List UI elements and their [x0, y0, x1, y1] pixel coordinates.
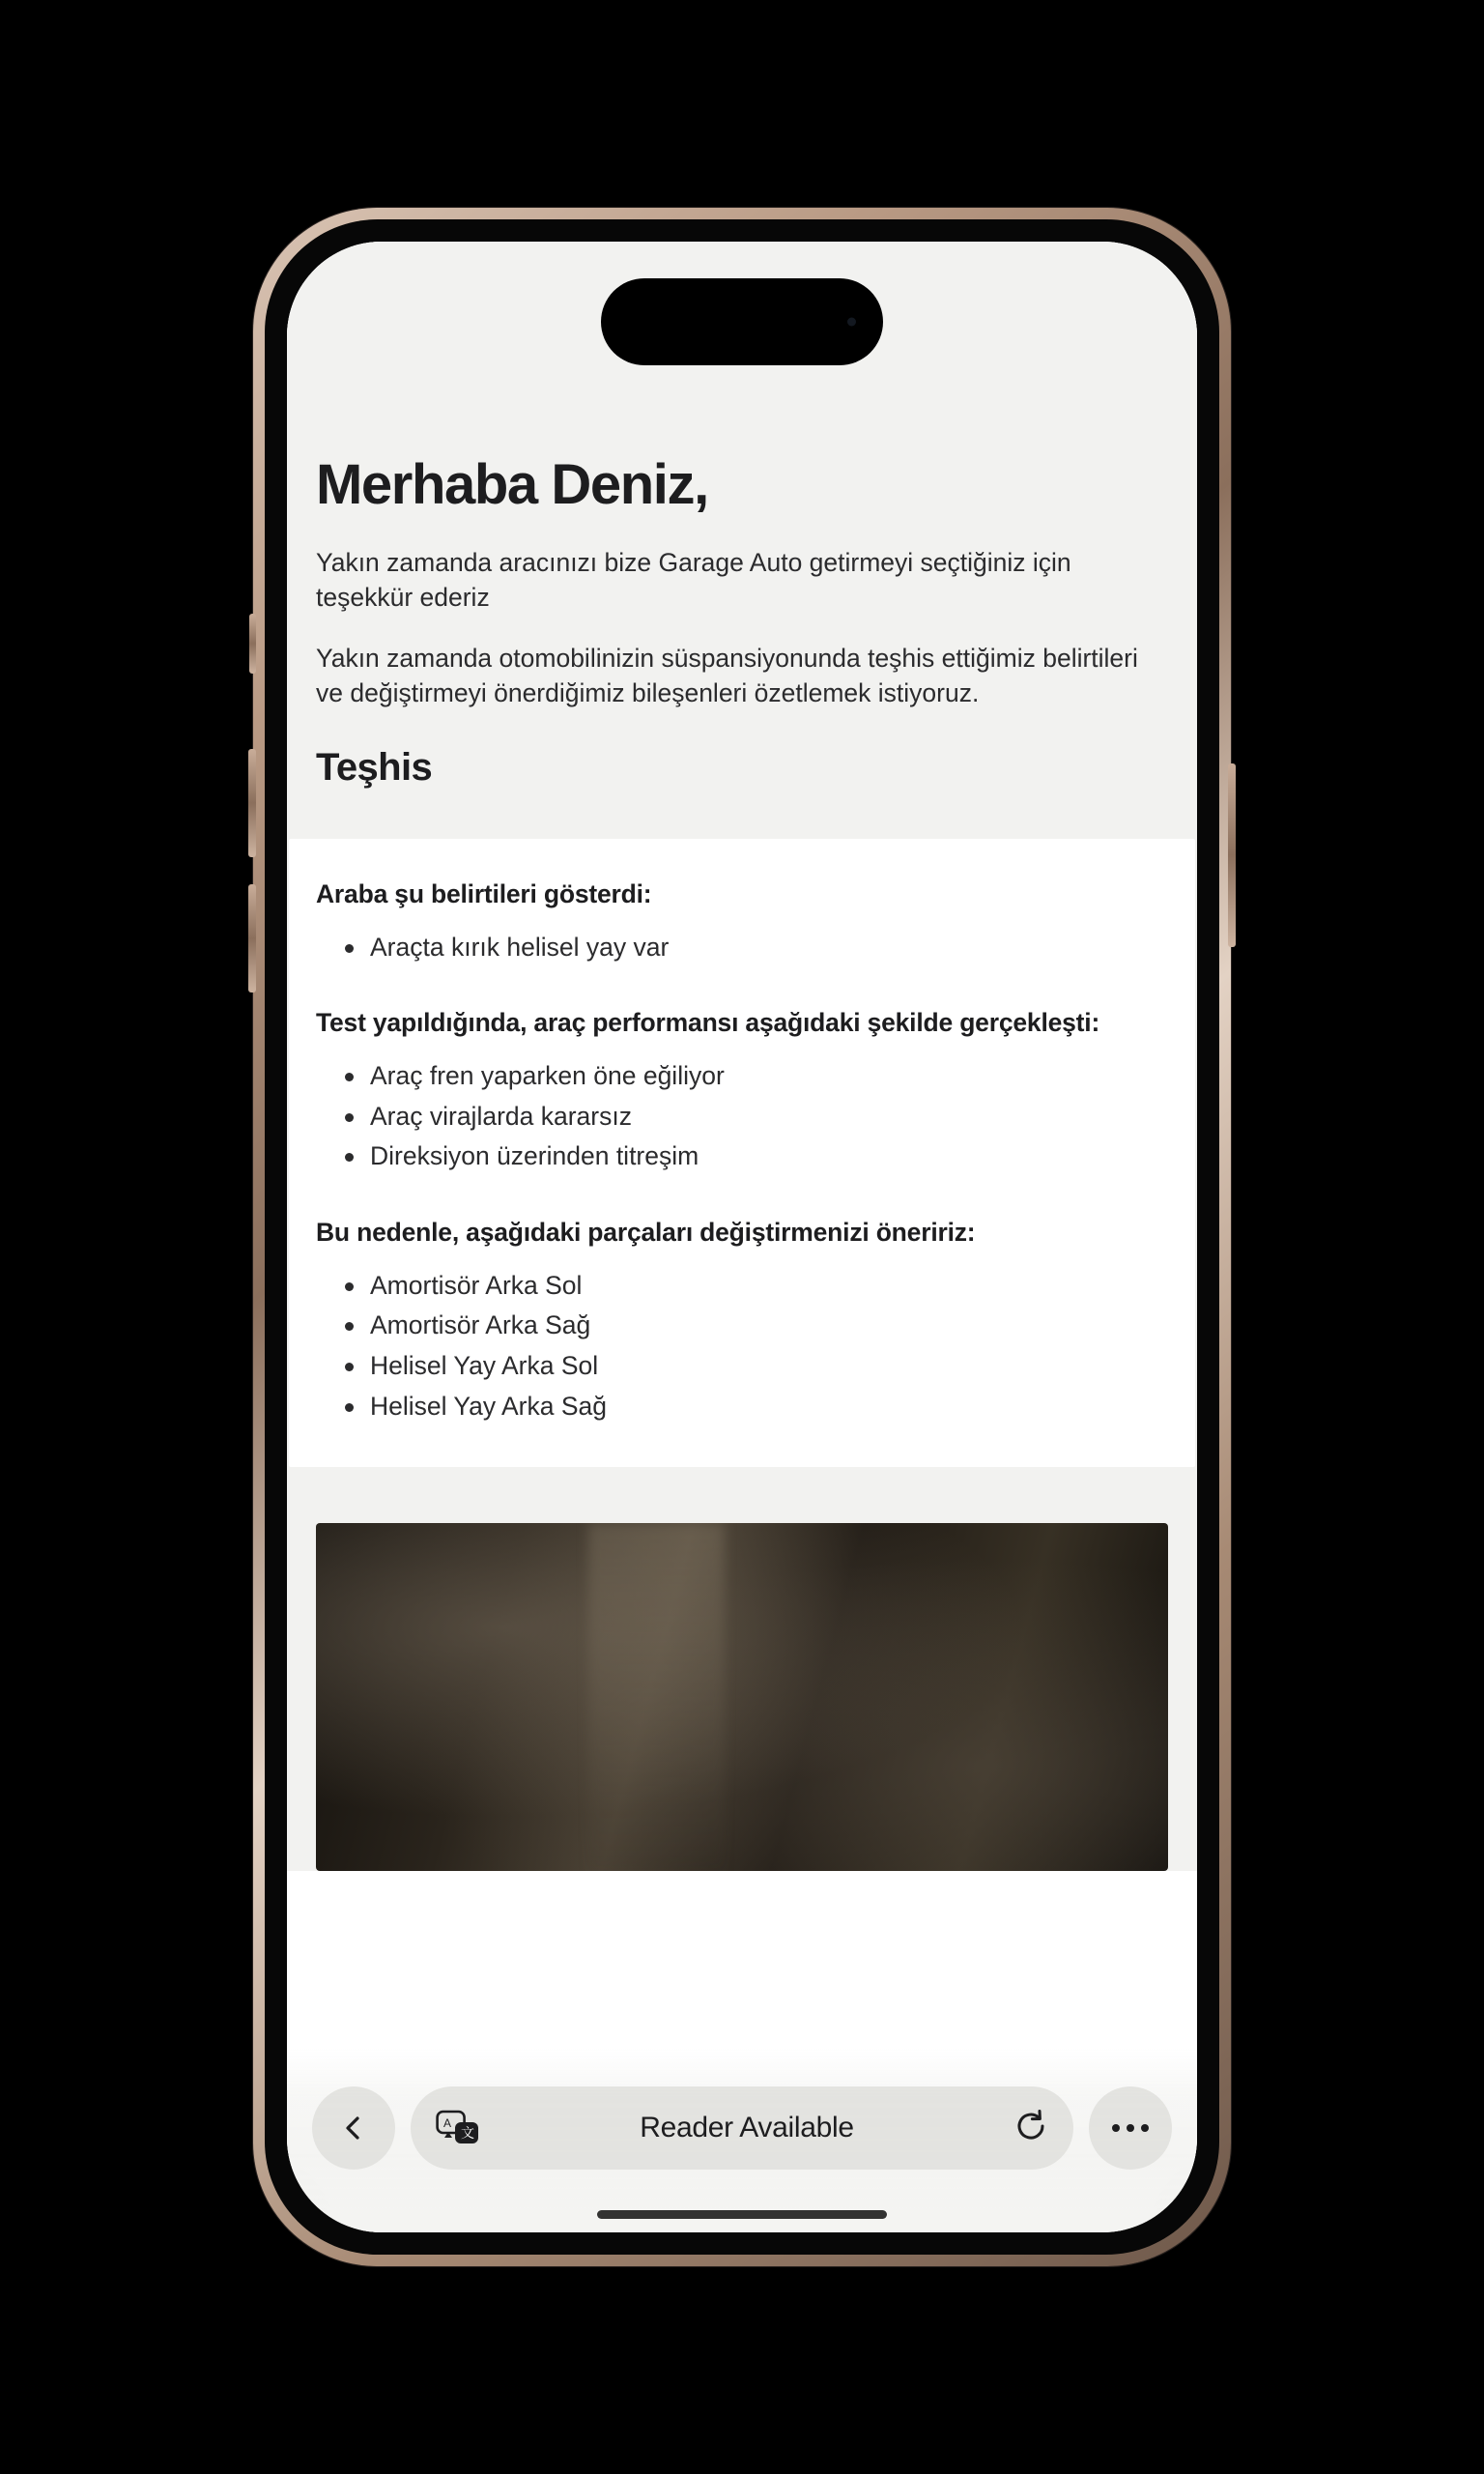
svg-text:文: 文 — [461, 2125, 474, 2141]
phone-device-frame — [253, 208, 1231, 2266]
suspension-photo — [316, 1523, 1168, 1871]
more-options-button[interactable] — [1089, 2086, 1172, 2170]
list-item: Helisel Yay Arka Sol — [370, 1348, 1168, 1385]
block-heading-test-results: Test yapıldığında, araç performansı aşağıdaki şekilde gerçekleşti: — [316, 1008, 1100, 1038]
more-dots-icon — [1112, 2124, 1149, 2132]
test-result-list — [316, 1058, 1168, 1175]
email-document — [287, 409, 1197, 1871]
page-title: Merhaba Deniz, — [316, 453, 708, 516]
volume-down-button[interactable] — [248, 884, 256, 992]
address-bar[interactable] — [411, 2086, 1073, 2170]
diagnosis-card — [289, 839, 1195, 1467]
power-button[interactable] — [1228, 763, 1236, 947]
home-indicator[interactable] — [597, 2210, 887, 2219]
phone-bezel — [265, 219, 1219, 2255]
list-item: Helisel Yay Arka Sağ — [370, 1389, 1168, 1425]
block-heading-recommended-parts: Bu nedenle, aşağıdaki parçaları değiştirmenizi öneririz: — [316, 1217, 976, 1247]
phone-screen — [287, 242, 1197, 2232]
silent-switch[interactable] — [249, 614, 256, 674]
list-item: Direksiyon üzerinden titreşim — [370, 1138, 1168, 1175]
translate-icon[interactable] — [436, 2109, 480, 2147]
photo-section — [287, 1496, 1197, 1871]
list-item: Araç virajlarda kararsız — [370, 1099, 1168, 1136]
list-item: Araç fren yaparken öne eğiliyor — [370, 1058, 1168, 1095]
list-item: Amortisör Arka Sol — [370, 1268, 1168, 1305]
intro-paragraph-2: Yakın zamanda otomobilinizin süspansiyonunda teşhis ettiğimiz belirtileri ve değiştirmeyi önerdiğimiz bileşenleri özetlemek istiyoruz. — [316, 643, 1138, 708]
block-heading-symptoms: Araba şu belirtileri gösterdi: — [316, 878, 652, 908]
webpage-content — [287, 242, 1197, 2232]
list-item: Amortisör Arka Sağ — [370, 1308, 1168, 1344]
document-header — [287, 409, 1197, 814]
volume-up-button[interactable] — [248, 749, 256, 857]
back-button[interactable] — [312, 2086, 395, 2170]
intro-paragraph-1: Yakın zamanda aracınızı bize Garage Auto getirmeyi seçtiğiniz için teşekkür ederiz — [316, 547, 1071, 613]
browser-toolbar — [287, 2049, 1197, 2232]
list-item: Araçta kırık helisel yay var — [370, 930, 1168, 966]
reload-icon[interactable] — [1013, 2109, 1048, 2148]
svg-text:A: A — [443, 2116, 452, 2130]
front-camera-icon — [847, 318, 856, 327]
recommended-parts-list — [316, 1268, 1168, 1425]
symptom-list — [316, 930, 1168, 966]
reader-available-label[interactable]: Reader Available — [640, 2112, 854, 2143]
dynamic-island — [601, 278, 883, 365]
section-heading-diagnosis: Teşhis — [316, 745, 433, 789]
content-divider — [287, 1467, 1197, 1496]
